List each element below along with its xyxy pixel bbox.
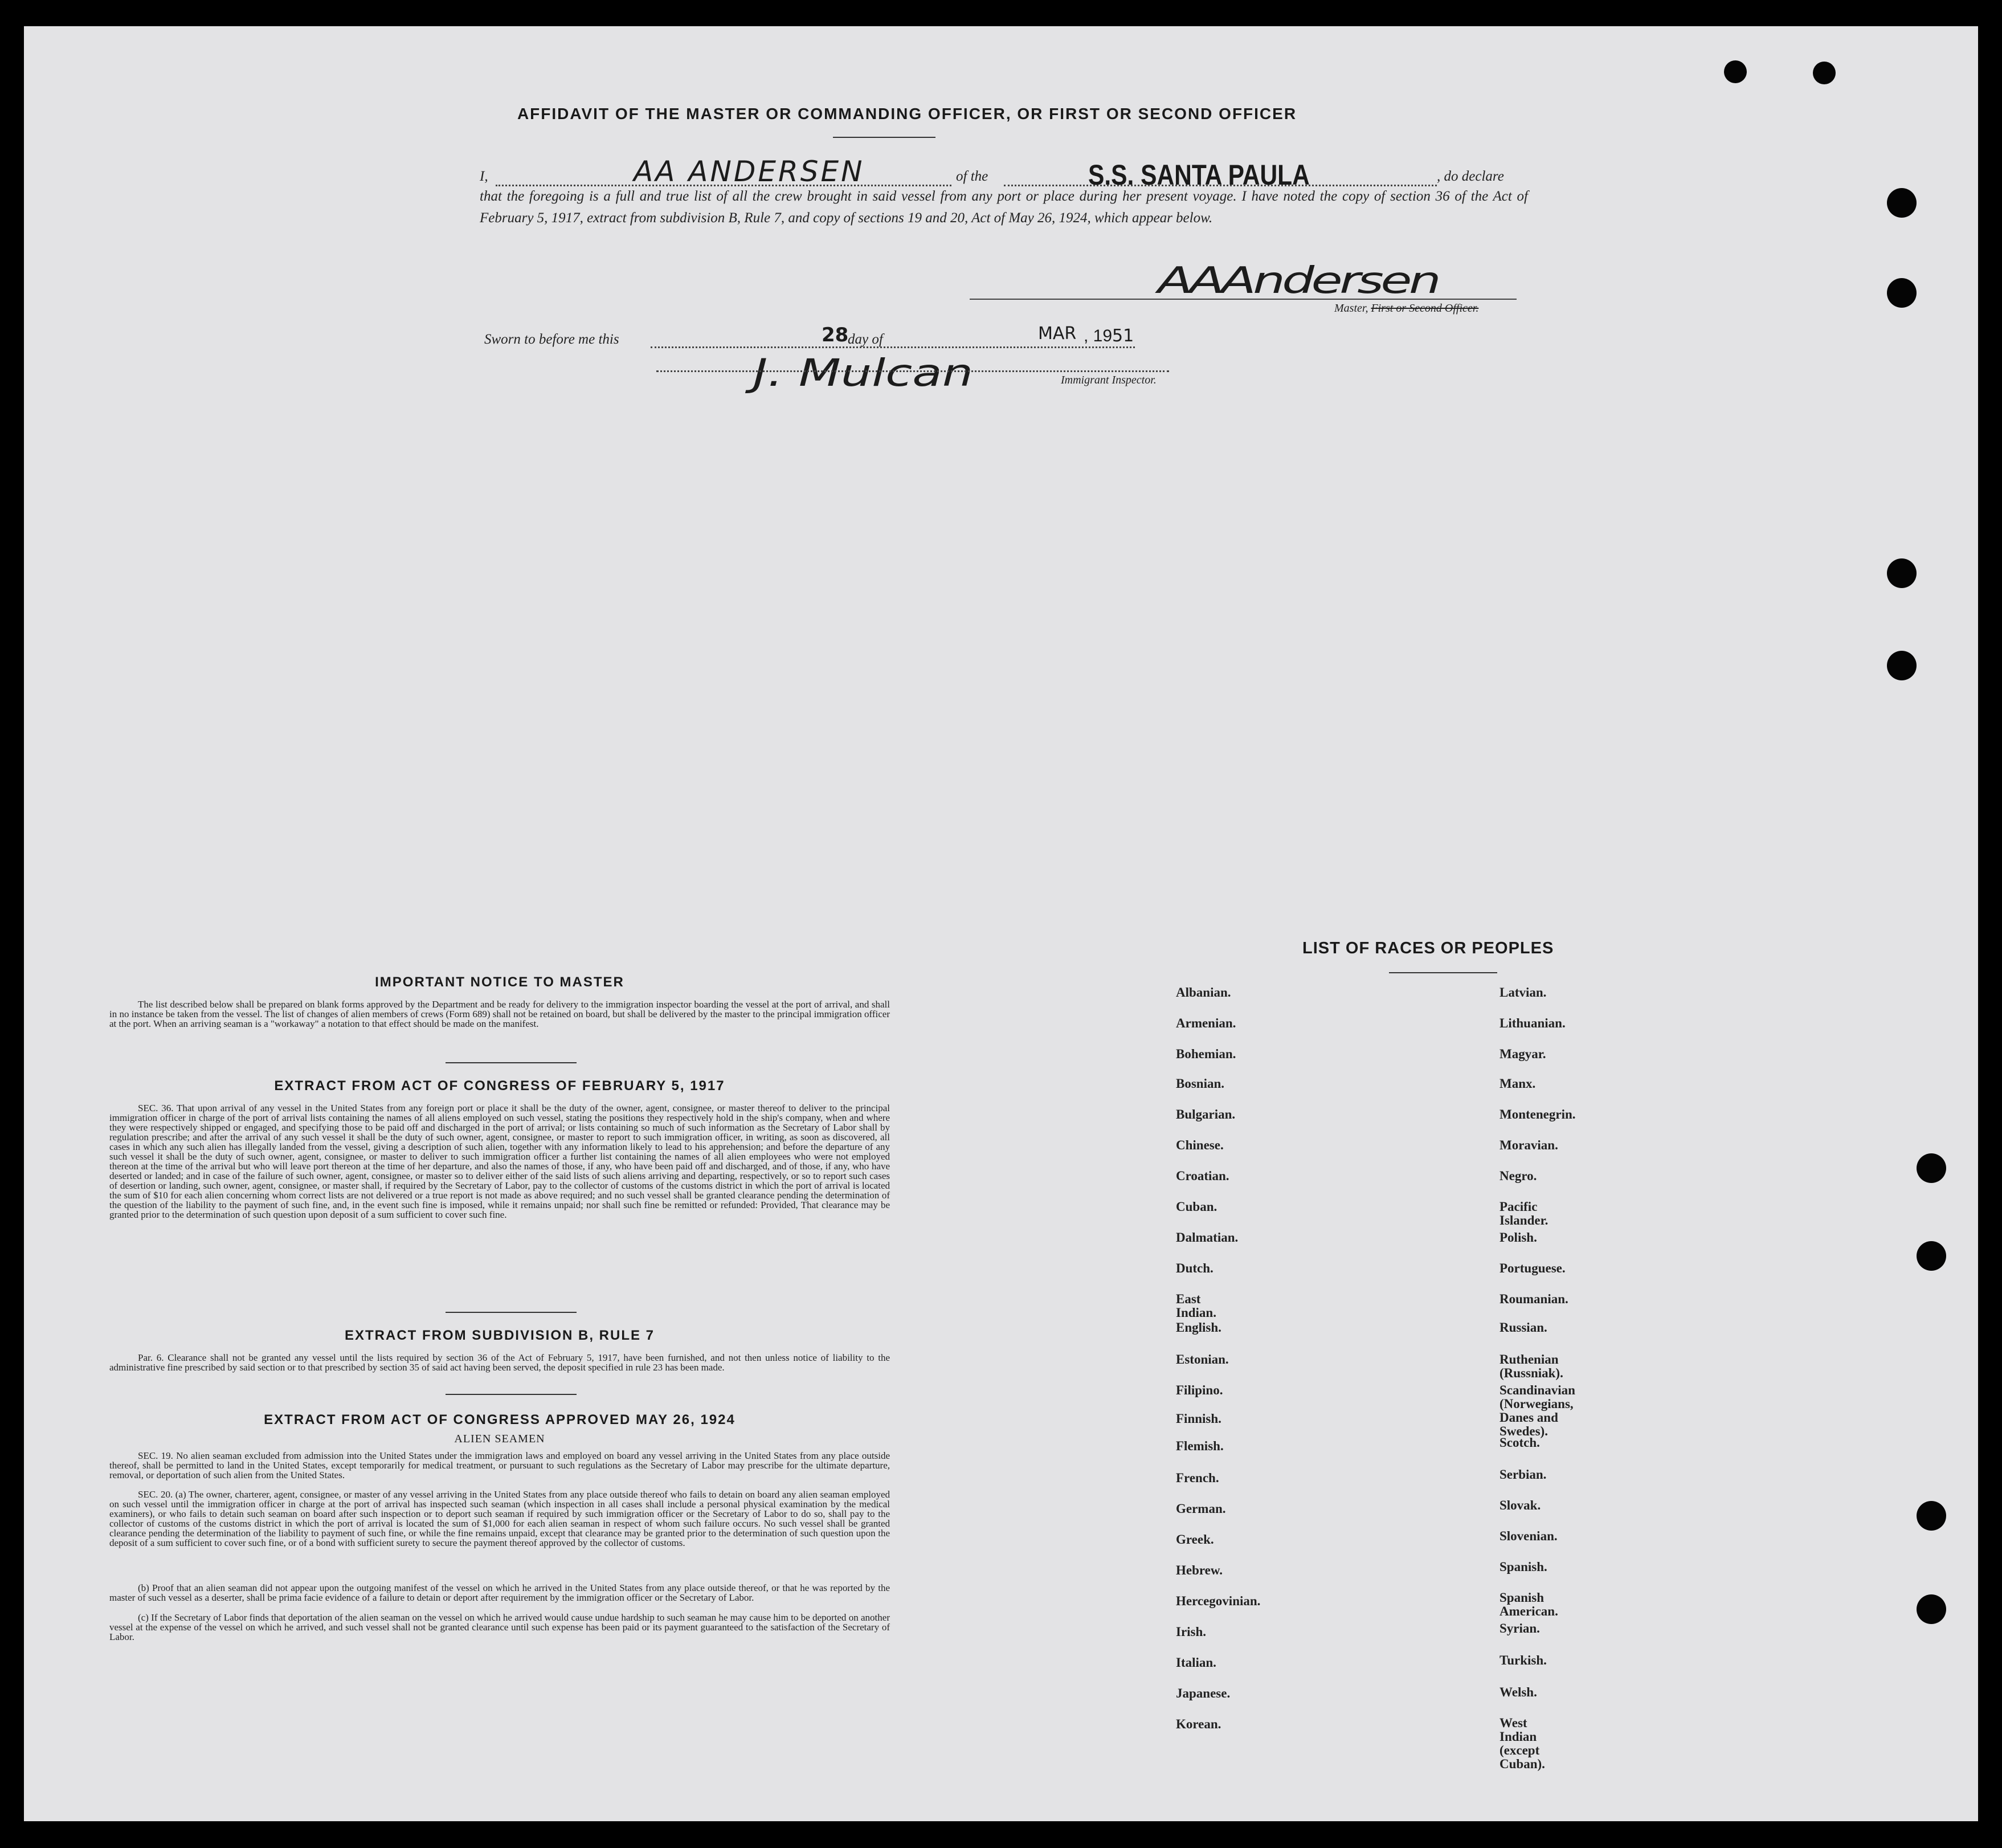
race-item: English.: [1176, 1320, 1221, 1335]
race-item: Lithuanian.: [1500, 1016, 1566, 1030]
race-item: Syrian.: [1500, 1621, 1540, 1635]
document-page: [24, 26, 1978, 1821]
race-item: Slovak.: [1500, 1498, 1541, 1512]
extract-1917-title: EXTRACT FROM ACT OF CONGRESS OF FEBRUARY 5, 1917: [274, 1078, 725, 1094]
day-of-label: day of: [848, 332, 883, 347]
race-item: Russian.: [1500, 1320, 1547, 1335]
master-caption: [1334, 302, 1478, 315]
race-item: Scandinavian (Norwegians, Danes and Swedes).: [1500, 1383, 1575, 1438]
race-item: Negro.: [1500, 1169, 1537, 1183]
binder-hole: [1887, 651, 1917, 680]
race-item: Irish.: [1176, 1625, 1207, 1639]
race-item: Bohemian.: [1176, 1047, 1236, 1061]
race-item: Flemish.: [1176, 1439, 1224, 1453]
race-item: Hebrew.: [1176, 1563, 1223, 1577]
alien-seamen-subtitle: ALIEN SEAMEN: [454, 1433, 545, 1445]
race-item: Japanese.: [1176, 1686, 1231, 1700]
extract-1917-text: SEC. 36. That upon arrival of any vessel in the United States from any foreign port or place it shall be the duty of the owner, agent, consignee, or master thereof to deliver to the principal immigration officer in charge of the port of arrival lists containing the names of all aliens employed on such vessel, stating the positions they respectively hold in the ship's company, when and where they were respectively shipped or engaged, and specifying those to be paid off and discharged in the port of arrival; or lists containing so much of such information as the Secretary of Labor shall by regulation prescribe; and after the arrival of any such vessel it shall be the duty of such owner, agent, consignee, or master to report to such immigration officer, in writing, as soon as discovered, all cases in which any such alien has illegally landed from the vessel, giving a description of such alien, together with any information likely to lead to his apprehension; and before the departure of any such vessel it shall be the duty of such owner, agent, consignee, or master to deliver to such immigration officer a further list containing the names of all alien employees who were not employed thereon at the time of the arrival but who will leave port thereon at the time of her departure, and also the names of those, if any, who have been paid off and discharged, and of those, if any, who have deserted or landed; and in case of the failure of such owner, agent, consignee, or master so to deliver either of the said lists of such aliens arriving and departing, respectively, or so to report such cases of desertion or landing, such owner, agent, consignee, or master shall, if required by the Secretary of Labor, pay to the collector of customs of the customs district in which the port of arrival is located the sum of $10 for each alien concerning whom correct lists are not delivered or a true report is not made as above required; and no such vessel shall be granted clearance pending the determination of the question of the liability to the payment of such fine, and, in the event such fine is imposed, while it remains unpaid; nor shall such fine be remitted or refunded: Provided, That clearance may be granted prior to the determination of such question upon deposit of a sum sufficient to cover such fine.: [109, 1103, 890, 1220]
race-item: Moravian.: [1500, 1138, 1558, 1152]
master-name: AA ANDERSEN: [634, 155, 865, 188]
race-item: Manx.: [1500, 1076, 1536, 1091]
divider: [446, 1394, 577, 1395]
divider: [446, 1062, 577, 1063]
inspector-signature: J. Mulcan: [753, 351, 974, 395]
extract-1924-title: EXTRACT FROM ACT OF CONGRESS APPROVED MAY 26, 1924: [264, 1412, 736, 1427]
divider: [1389, 972, 1497, 973]
sworn-line: [651, 346, 1135, 348]
binder-hole: [1917, 1501, 1946, 1531]
race-item: French.: [1176, 1471, 1219, 1485]
notice-title: IMPORTANT NOTICE TO MASTER: [375, 974, 624, 990]
race-item: Albanian.: [1176, 985, 1231, 1000]
declaration-text: that the foregoing is a full and true list of all the crew brought in said vessel from any port or place during her present voyage. I have noted the copy of section 36 of the Act of February 5, 1917, extract from subdivision B, Rule 7, and copy of sections 19 and 20, Act of May 26, 1924, which appear below.: [480, 189, 1528, 226]
race-item: Serbian.: [1500, 1467, 1547, 1482]
notice-text: The list described below shall be prepared on blank forms approved by the Department and be ready for delivery to the immigration inspector boarding the vessel at the port of arrival, and shall in no instance be taken from the vessel. The list of changes of alien members of crews (Form 689) shall not be retained on board, but shall be delivered by the master to the principal immigration officer at the port. When an arriving seaman is a "workaway" a notation to that effect should be made on the manifest.: [109, 999, 890, 1029]
affidavit-title: AFFIDAVIT OF THE MASTER OR COMMANDING OFFICER, OR FIRST OR SECOND OFFICER: [517, 105, 1297, 123]
race-item: Spanish.: [1500, 1560, 1547, 1574]
race-item: West Indian (except Cuban).: [1500, 1716, 1545, 1771]
race-item: Polish.: [1500, 1230, 1537, 1245]
race-item: Cuban.: [1176, 1200, 1217, 1214]
sec20a-text: SEC. 20. (a) The owner, charterer, agent, consignee, or master of any vessel arriving in the United States from any place outside thereof who fails to detain on board any alien seaman employed on such vessel until the immigration officer in charge at the port of arrival has inspected such seaman (which inspection in all cases shall include a personal physical examination by the medical examiners), or who fails to detain such seaman on board after such inspection or to deport such seaman if required by such immigration officer or the Secretary of Labor to do so, shall pay to the collector of customs of the customs district in which the port of arrival is located the sum of $1,000 for each alien seaman in respect of whom such failure occurs. No such vessel shall be granted clearance pending the determination of the liability to payment of such fine, or while the fine remains unpaid, except that clearance may be granted prior to the determination of such question upon the deposit of a sum sufficient to cover such fine, or of a bond with sufficient surety to secure the payment thereof approved by the collector of customs.: [109, 1489, 890, 1548]
master-signature-line: [970, 299, 1517, 300]
race-item: Dutch.: [1176, 1261, 1214, 1275]
binder-hole: [1724, 60, 1747, 83]
race-item: Scotch.: [1500, 1435, 1540, 1450]
year-value: 51: [1112, 326, 1134, 346]
race-item: Montenegrin.: [1500, 1107, 1576, 1121]
race-item: Roumanian.: [1500, 1292, 1568, 1306]
divider: [446, 1312, 577, 1313]
race-item: Croatian.: [1176, 1169, 1229, 1183]
race-item: Welsh.: [1500, 1685, 1537, 1699]
race-item: Ruthenian (Russniak).: [1500, 1352, 1563, 1380]
race-item: Hercegovinian.: [1176, 1594, 1261, 1608]
race-item: Chinese.: [1176, 1138, 1224, 1152]
sworn-month: MAR: [1038, 324, 1077, 344]
race-item: Estonian.: [1176, 1352, 1229, 1366]
race-item: Magyar.: [1500, 1047, 1546, 1061]
i-label: I,: [480, 169, 488, 184]
race-item: Bosnian.: [1176, 1076, 1225, 1091]
vessel-name: S.S. SANTA PAULA: [1088, 159, 1310, 191]
extract-rule7-title: EXTRACT FROM SUBDIVISION B, RULE 7: [344, 1328, 655, 1343]
race-item: Slovenian.: [1500, 1529, 1558, 1543]
race-item: Bulgarian.: [1176, 1107, 1236, 1121]
extract-rule7-text: Par. 6. Clearance shall not be granted any vessel until the lists required by section 36 of the Act of February 5, 1917, have been furnished, and not then unless notice of liability to the administrative fine prescribed by said section or to that prescribed by section 35 of said act having been served, the deposit specified in rule 23 has been made.: [109, 1352, 890, 1373]
race-item: Italian.: [1176, 1655, 1216, 1670]
struck-caption: First or Second Officer.: [1371, 302, 1479, 315]
master-signature: AAAndersen: [1158, 260, 1439, 302]
race-item: Dalmatian.: [1176, 1230, 1239, 1245]
divider: [833, 137, 935, 138]
binder-hole: [1917, 1153, 1946, 1183]
race-item: Turkish.: [1500, 1653, 1547, 1667]
sworn-label: Sworn to before me this: [484, 332, 619, 347]
race-item: Latvian.: [1500, 985, 1547, 1000]
race-item: Korean.: [1176, 1717, 1221, 1731]
do-declare-label: , do declare: [1437, 169, 1504, 184]
race-item: East Indian.: [1176, 1292, 1216, 1320]
races-title: LIST OF RACES OR PEOPLES: [1302, 939, 1554, 957]
binder-hole: [1887, 188, 1917, 218]
inspector-line: [656, 370, 1169, 372]
year-prefix: , 19: [1084, 327, 1113, 345]
race-item: Greek.: [1176, 1532, 1214, 1547]
inspector-caption: Immigrant Inspector.: [1061, 374, 1157, 386]
race-item: Pacific Islander.: [1500, 1200, 1549, 1227]
binder-hole: [1917, 1594, 1946, 1624]
sec19-text: SEC. 19. No alien seaman excluded from admission into the United States under the immigration laws and employed on board any vessel arriving in the United States from any place outside thereof, shall be permitted to land in the United States, except temporarily for medical treatment, or pursuant to such regulations as the Secretary of Labor may prescribe for the ultimate departure, removal, or deportation of such alien from the United States.: [109, 1450, 890, 1480]
race-item: Filipino.: [1176, 1383, 1223, 1397]
sworn-day: 28: [822, 324, 849, 346]
race-item: Portuguese.: [1500, 1261, 1566, 1275]
binder-hole: [1813, 62, 1836, 84]
race-item: German.: [1176, 1502, 1226, 1516]
master-caption-text: Master,: [1334, 302, 1371, 315]
sec20c-text: (c) If the Secretary of Labor finds that deportation of the alien seaman on the vessel on which he arrived would cause undue hardship to such seaman he may cause him to be deported on another vessel at the expense of the vessel on which he arrived, and such vessel shall not be granted clearance until such expense has been paid or its payment guaranteed to the satisfaction of the Secretary of Labor.: [109, 1612, 890, 1642]
race-item: Armenian.: [1176, 1016, 1236, 1030]
race-item: Spanish American.: [1500, 1590, 1558, 1618]
binder-hole: [1917, 1241, 1946, 1271]
binder-hole: [1887, 278, 1917, 308]
of-the-label: of the: [956, 169, 988, 184]
race-item: Finnish.: [1176, 1412, 1221, 1426]
sec20b-text: (b) Proof that an alien seaman did not appear upon the outgoing manifest of the vessel on which he arrived in the United States from any place outside thereof, or that he was reported by the master of such vessel as a deserter, shall be prima facie evidence of a failure to detain or deport after requirement by the immigration officer or the Secretary of Labor.: [109, 1582, 890, 1603]
sworn-year: [1084, 326, 1134, 346]
binder-hole: [1887, 558, 1917, 588]
